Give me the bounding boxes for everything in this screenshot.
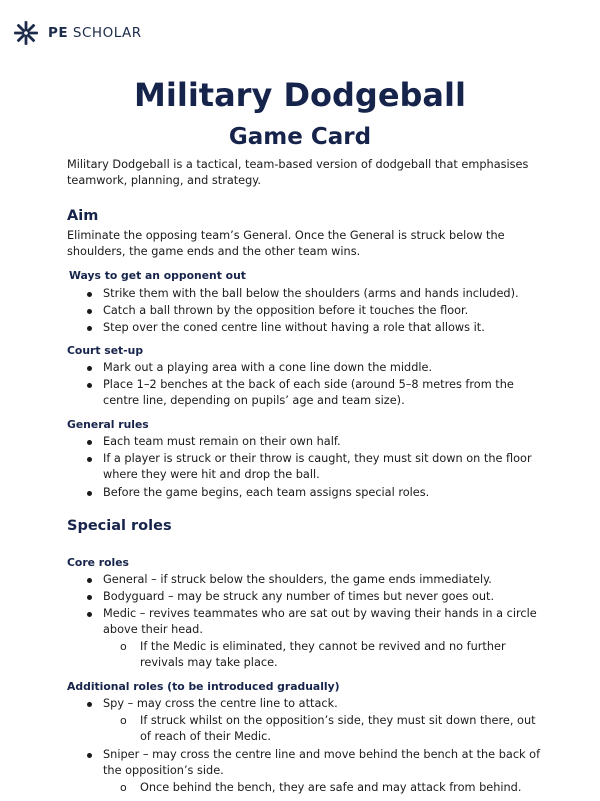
list-item: Place 1–2 benches at the back of each side (around 5–8 metres from the centre line, depending on pupils’ age and team size). xyxy=(103,378,514,407)
sub-bullet-icon: o xyxy=(120,714,127,727)
list-item: General – if struck below the shoulders, the game ends immediately. xyxy=(103,573,492,586)
list-item: Before the game begins, each team assigns special roles. xyxy=(103,486,430,499)
sub-list-item: If the Medic is eliminated, they cannot be revived and no further revivals may take place. xyxy=(140,640,506,669)
list-item: Each team must remain on their own half. xyxy=(103,435,341,448)
bullet-icon xyxy=(87,326,92,331)
list-item: If a player is struck or their throw is caught, they must sit down on the floor where they were hit and drop the ball. xyxy=(103,452,532,481)
bullet-icon xyxy=(87,702,92,707)
page-title: Military Dodgeball xyxy=(134,76,466,114)
list-item: Mark out a playing area with a cone line down the middle. xyxy=(103,361,433,374)
bullet-icon xyxy=(87,366,92,371)
pe-scholar-logo xyxy=(12,19,142,47)
bullet-icon xyxy=(87,753,92,758)
sub-list-item: Once behind the bench, they are safe and may attack from behind. xyxy=(140,781,522,794)
list-item: Medic – revives teammates who are sat out by waving their hands in a circle above their head. xyxy=(103,607,537,636)
list-item: Bodyguard – may be struck any number of times but never goes out. xyxy=(103,590,495,603)
bullet-icon xyxy=(87,457,92,462)
logo-text: PE SCHOLAR xyxy=(48,25,142,41)
general-rules-heading: General rules xyxy=(67,418,149,431)
sub-list-item: If struck whilst on the opposition’s side, they must sit down there, out of reach of their Medic. xyxy=(140,714,536,743)
ways-out-heading: Ways to get an opponent out xyxy=(69,269,246,282)
list-item: Spy – may cross the centre line to attack. xyxy=(103,697,338,710)
sub-bullet-icon: o xyxy=(120,781,127,794)
special-roles-heading: Special roles xyxy=(67,518,172,534)
bullet-icon xyxy=(87,578,92,583)
sub-bullet-icon: o xyxy=(120,640,127,653)
bullet-icon xyxy=(87,292,92,297)
core-roles-heading: Core roles xyxy=(67,556,129,569)
snowflake-logo-icon xyxy=(12,19,40,47)
additional-roles-heading: Additional roles (to be introduced gradually) xyxy=(67,680,340,693)
aim-text: Eliminate the opposing team’s General. Once the General is struck below the shoulders, the game ends and the other team wins. xyxy=(67,229,505,258)
bullet-icon xyxy=(87,383,92,388)
list-item: Sniper – may cross the centre line and move behind the bench at the back of the opposition’s side. xyxy=(103,748,541,777)
bullet-icon xyxy=(87,309,92,314)
aim-heading: Aim xyxy=(67,208,99,224)
bullet-icon xyxy=(87,440,92,445)
list-item: Step over the coned centre line without having a role that allows it. xyxy=(103,321,485,334)
court-heading: Court set-up xyxy=(67,344,144,357)
intro-text: Military Dodgeball is a tactical, team-based version of dodgeball that emphasises teamwork, planning, and strategy. xyxy=(67,158,529,187)
list-item: Catch a ball thrown by the opposition before it touches the floor. xyxy=(103,304,469,317)
bullet-icon xyxy=(87,491,92,496)
bullet-icon xyxy=(87,612,92,617)
page-subtitle: Game Card xyxy=(228,124,372,150)
bullet-icon xyxy=(87,595,92,600)
list-item: Strike them with the ball below the shoulders (arms and hands included). xyxy=(103,287,519,300)
